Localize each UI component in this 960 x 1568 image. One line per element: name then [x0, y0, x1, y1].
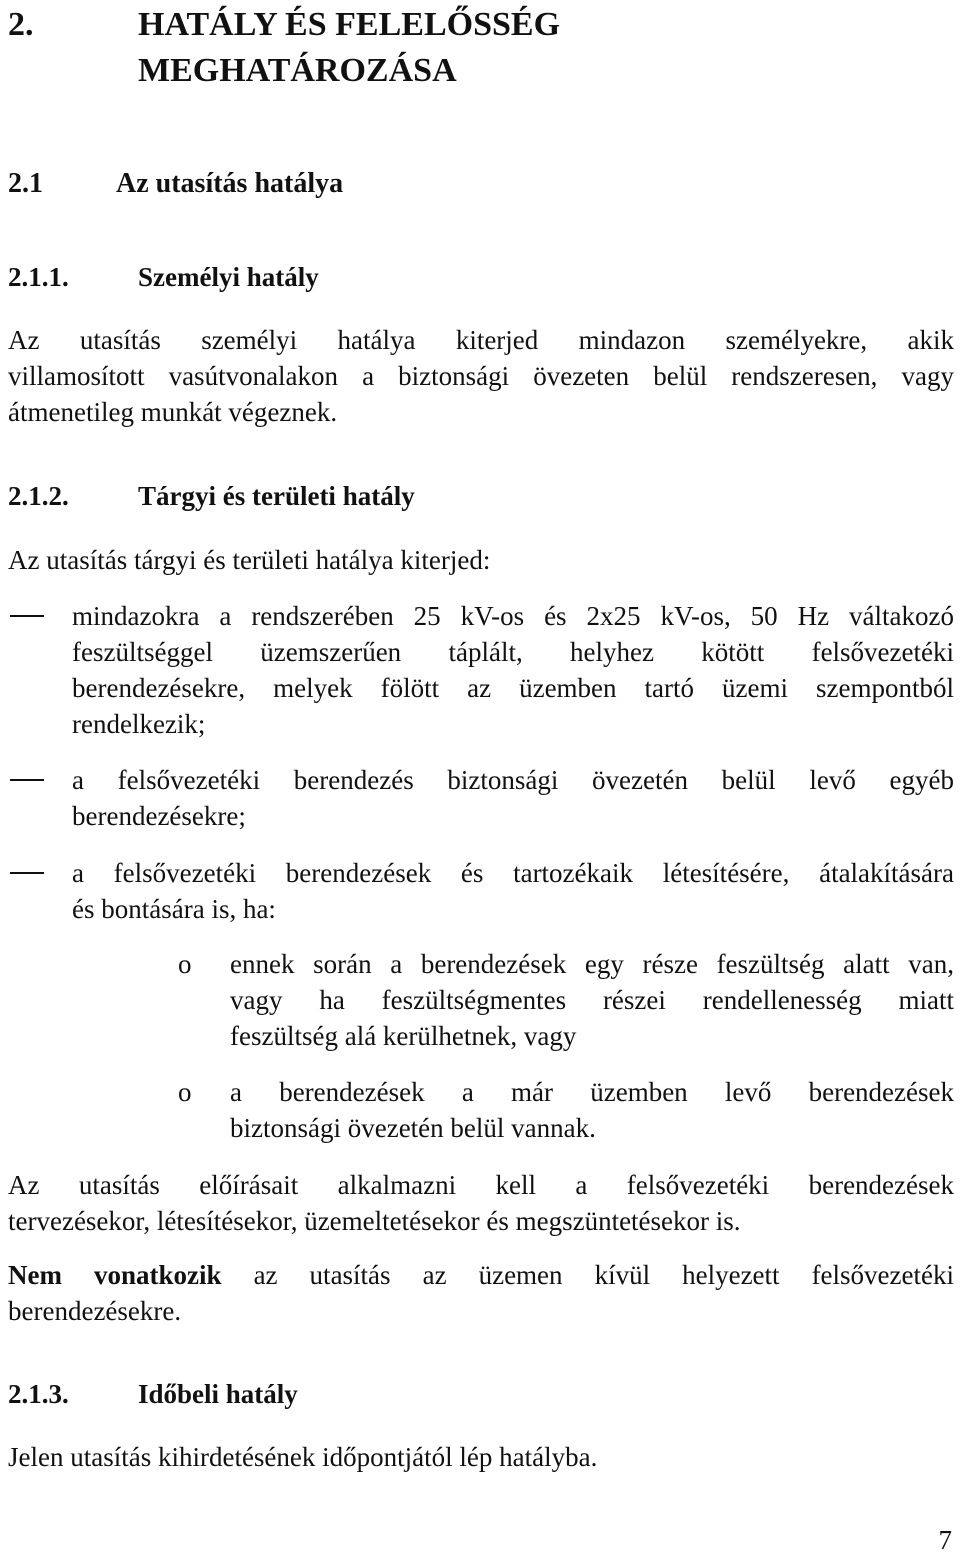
list-item-line: mindazokra a rendszerében 25 kV-os és 2x25 kV-os, 50 Hz váltakozó [72, 601, 954, 631]
s212-number: 2.1.2. [8, 481, 69, 511]
s211-paragraph [8, 322, 954, 430]
dash-bullet [10, 779, 44, 781]
s212-paragraph-3 [8, 1257, 954, 1329]
page-number: 7 [938, 1525, 952, 1555]
s211-number: 2.1.1. [8, 262, 69, 292]
s213-title: Időbeli hatály [138, 1379, 298, 1409]
emphasis-text: Nem vonatkozik [8, 1260, 222, 1290]
sub-list-item-line: biztonsági övezetén belül vannak. [230, 1113, 596, 1143]
list-item-line: a felsővezetéki berendezés biztonsági övezetén belül levő egyéb [72, 765, 954, 795]
s212-paragraph-2 [8, 1167, 954, 1239]
list-item-line: rendelkezik; [72, 709, 206, 739]
list-item-line: berendezésekre; [72, 801, 246, 831]
sub-list-item-line: a berendezések a már üzemben levő berendezések [230, 1077, 954, 1107]
subsection-heading [8, 166, 954, 202]
list-item-line: és bontására is, ha: [72, 894, 276, 924]
s212-para2-line2: tervezésekor, létesítésekor, üzemeltetésekor és megszüntetésekor is. [8, 1206, 741, 1236]
s212-heading [8, 478, 954, 514]
s211-heading [8, 259, 954, 295]
s212-para2-line1: Az utasítás előírásait alkalmazni kell a felsővezetéki berendezések [8, 1170, 954, 1200]
s213-heading [8, 1376, 954, 1412]
sub-list-item-line: ennek során a berendezések egy része feszültség alatt van, [230, 949, 954, 979]
sub-list-item-line: feszültség alá kerülhetnek, vagy [230, 1021, 577, 1051]
sub-list-item-line: vagy ha feszültségmentes részei rendellenesség miatt [230, 985, 954, 1015]
section-title-line2: MEGHATÁROZÁSA [138, 52, 457, 89]
s212-intro: Az utasítás tárgyi és területi hatálya kiterjed: [8, 545, 491, 575]
subsection-title: Az utasítás hatálya [116, 168, 344, 199]
s211-title: Személyi hatály [138, 262, 319, 292]
circle-bullet: o [178, 1077, 192, 1107]
section-number: 2. [8, 6, 34, 43]
circle-bullet: o [178, 949, 192, 979]
s213-paragraph: Jelen utasítás kihirdetésének időpontjától lép hatályba. [8, 1442, 598, 1472]
s213-number: 2.1.3. [8, 1379, 69, 1409]
section-title-line1: HATÁLY ÉS FELELŐSSÉG [138, 6, 561, 43]
list-item-line: berendezésekre, melyek fölött az üzemben tartó üzemi szempontból [72, 673, 954, 703]
list-item-line: feszültséggel üzemszerűen táplált, helyhez kötött felsővezetéki [72, 637, 954, 667]
s211-para-line3: átmenetileg munkát végeznek. [8, 397, 338, 427]
s211-para-line2: villamosított vasútvonalakon a biztonsági övezeten belül rendszeresen, vagy [8, 361, 954, 391]
subsection-number: 2.1 [8, 168, 43, 199]
s212-title: Tárgyi és területi hatály [138, 481, 415, 511]
s211-para-line1: Az utasítás személyi hatálya kiterjed mindazon személyekre, akik [8, 325, 954, 355]
section-heading [8, 2, 954, 94]
dash-bullet [10, 872, 44, 874]
s212-para3-line2: berendezésekre. [8, 1296, 182, 1326]
s212-para3-line1: az utasítás az üzemen kívül helyezett felsővezetéki [221, 1260, 954, 1290]
list-item-line: a felsővezetéki berendezések és tartozékaik létesítésére, átalakítására [72, 858, 954, 888]
dash-bullet [10, 615, 44, 617]
